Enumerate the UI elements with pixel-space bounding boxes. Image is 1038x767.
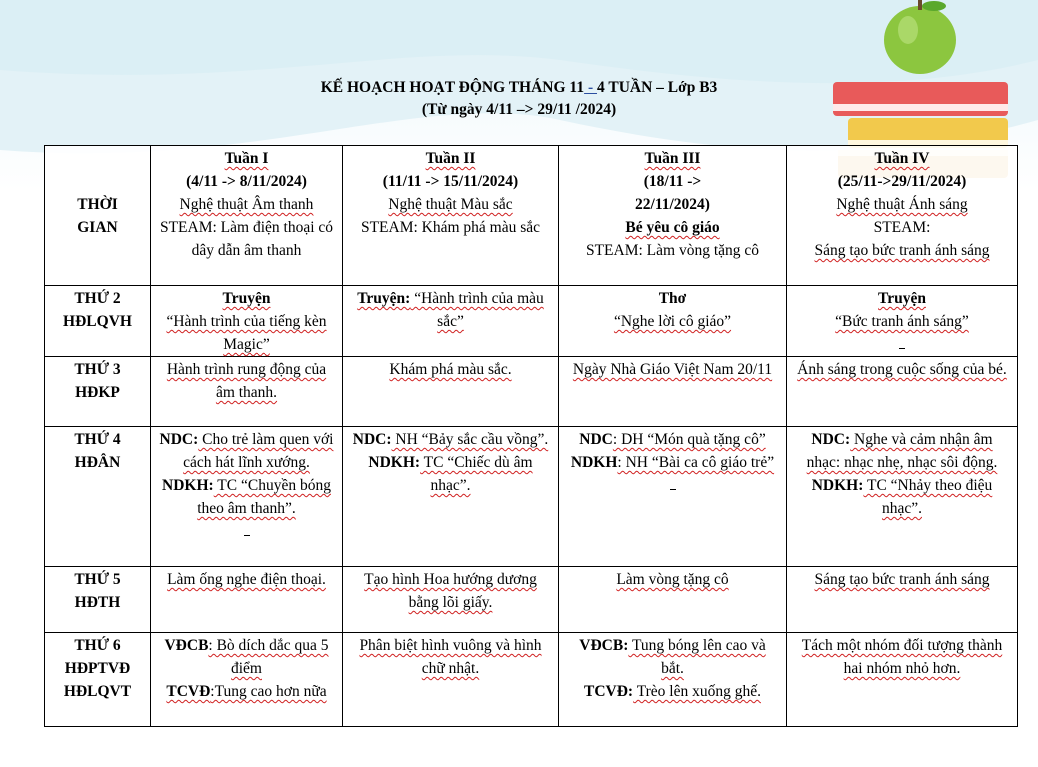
cell-text: “Hành trình của tiếng kèn Magic”	[166, 313, 327, 353]
row-label-day: THỨ 5	[74, 571, 121, 588]
tcvd-text: :Tung cao hơn nữa	[210, 683, 327, 700]
cell-thu6-week3	[559, 633, 787, 727]
row-label-activity-2: HĐLQVT	[63, 683, 132, 700]
table-row-thu4	[45, 427, 1018, 567]
cell-thu5-week4: Sáng tạo bức tranh ánh sáng	[787, 567, 1018, 633]
week-2-theme: Nghệ thuật Màu sắc	[388, 196, 513, 213]
cell-genre: Truyện	[878, 290, 926, 307]
cell-genre: Thơ	[658, 290, 687, 307]
header-label-line1: THỜI	[77, 196, 118, 213]
cell-thu3-week4: Ánh sáng trong cuộc sống của bé.	[787, 357, 1018, 427]
document-title	[0, 79, 1038, 97]
cell-thu2-week1	[151, 286, 343, 357]
week-3-range-2: 22/11/2024)	[635, 196, 710, 213]
row-label-thu6	[45, 633, 151, 727]
table-row-header	[45, 146, 1018, 286]
cell-thu4-week4	[787, 427, 1018, 567]
week-3-theme: Bé yêu cô giáo	[625, 219, 720, 236]
week-2-name: Tuần II	[425, 150, 476, 167]
cell-thu3-week2: Khám phá màu sắc.	[343, 357, 559, 427]
cell-thu5-week1: Làm ống nghe điện thoại.	[151, 567, 343, 633]
vdcb-text: : Bò dích dắc qua 5 điểm	[208, 637, 329, 677]
title-part-3: 4 TUẦN – Lớp B3	[597, 79, 718, 96]
ndkh-label: NDKH:	[162, 477, 214, 494]
ndc-label: NDC:	[811, 431, 851, 448]
title-part-1: KẾ HOẠCH HOẠT ĐỘNG THÁNG 11	[320, 79, 585, 96]
row-label-activity: HĐÂN	[74, 454, 121, 471]
ndc-text: Nghe và cảm nhận âm nhạc: nhạc nhẹ, nhạc sôi động.	[806, 431, 998, 471]
cell-genre: Truyện:	[357, 290, 411, 307]
vdcb-label: VĐCB	[164, 637, 209, 654]
cell-thu2-week3	[559, 286, 787, 357]
week-1-name: Tuần I	[224, 150, 269, 167]
cell-text: “Bức tranh ánh sáng”	[835, 313, 969, 330]
row-label-day: THỨ 3	[74, 361, 121, 378]
tcvd-text: Trèo lên xuống ghế.	[633, 683, 761, 700]
row-label-thu2	[45, 286, 151, 357]
ndc-label: NDC:	[159, 431, 199, 448]
cell-text: “Hành trình của màu sắc”	[410, 290, 544, 330]
ndc-text: NH “Bảy sắc cầu vồng”.	[391, 431, 549, 448]
ndkh-label: NDKH	[570, 454, 618, 471]
ndc-text: : DH “Món quà tặng cô”	[612, 431, 766, 448]
cell-thu4-week1	[151, 427, 343, 567]
week-4-steam: STEAM:	[873, 219, 931, 236]
table-row-thu3	[45, 357, 1018, 427]
ndkh-label: NDKH:	[811, 477, 864, 494]
apple-highlight	[898, 16, 918, 44]
week-4-name: Tuần IV	[874, 150, 930, 167]
row-label-day: THỨ 4	[74, 431, 121, 448]
table-row-thu5	[45, 567, 1018, 633]
document-subtitle: (Từ ngày 4/11 –> 29/11 /2024)	[421, 101, 617, 118]
week-3-name: Tuần III	[644, 150, 701, 167]
ndkh-text: TC “Chiếc dù âm nhạc”.	[420, 454, 533, 494]
cell-thu6-week1	[151, 633, 343, 727]
text-cursor-mark	[244, 529, 250, 536]
title-part-2: -	[584, 79, 598, 96]
ndc-text: Cho trẻ làm quen với cách hát lĩnh xướng.	[183, 431, 334, 471]
week-4-header	[787, 146, 1018, 286]
tcvd-label: TCVĐ	[166, 683, 211, 700]
ndkh-text: TC “Nhảy theo điệu nhạc”.	[863, 477, 993, 517]
week-1-range: (4/11 -> 8/11/2024)	[186, 173, 307, 190]
cell-thu2-week2	[343, 286, 559, 357]
cell-thu4-week3	[559, 427, 787, 567]
week-3-header	[559, 146, 787, 286]
vdcb-text: Tung bóng lên cao và bắt.	[628, 637, 766, 677]
ndc-label: NDC	[579, 431, 613, 448]
cell-thu2-week4	[787, 286, 1018, 357]
week-3-range: (18/11 ->	[643, 173, 702, 190]
cell-text: “Nghe lời cô giáo”	[613, 313, 732, 330]
ndkh-text: TC “Chuyền bóng theo âm thanh”.	[197, 477, 331, 517]
cell-thu3-week3: Ngày Nhà Giáo Việt Nam 20/11	[559, 357, 787, 427]
row-label-thu5	[45, 567, 151, 633]
row-label-thu4	[45, 427, 151, 567]
tcvd-label: TCVĐ:	[584, 683, 634, 700]
activity-plan-table	[44, 145, 1018, 727]
row-label-day: THỨ 2	[74, 290, 121, 307]
cell-thu4-week2	[343, 427, 559, 567]
cell-genre: Truyện	[222, 290, 271, 307]
cell-thu6-week2: Phân biệt hình vuông và hình chữ nhật.	[343, 633, 559, 727]
row-label-activity: HĐKP	[75, 384, 120, 401]
week-2-steam: STEAM: Khám phá màu sắc	[360, 219, 541, 236]
cell-thu6-week4: Tách một nhóm đối tượng thành hai nhóm nhỏ hơn.	[787, 633, 1018, 727]
week-4-theme: Nghệ thuật Ánh sáng	[836, 196, 968, 213]
week-2-range: (11/11 -> 15/11/2024)	[382, 173, 519, 190]
header-time-cell	[45, 146, 151, 286]
cell-thu5-week2: Tạo hình Hoa hướng dương bằng lõi giấy.	[343, 567, 559, 633]
week-4-steam-2: Sáng tạo bức tranh ánh sáng	[814, 242, 990, 259]
text-cursor-mark	[899, 342, 905, 349]
ndc-label: NDC:	[352, 431, 392, 448]
header-label-line2: GIAN	[77, 219, 118, 236]
week-1-theme: Nghệ thuật Âm thanh	[179, 196, 314, 213]
row-label-day: THỨ 6	[74, 637, 121, 654]
week-4-range: (25/11->29/11/2024)	[837, 173, 967, 190]
apple-stem	[918, 0, 922, 10]
table-row-thu2	[45, 286, 1018, 357]
row-label-activity: HĐPTVĐ	[64, 660, 131, 677]
row-label-activity: HĐTH	[74, 594, 121, 611]
row-label-thu3	[45, 357, 151, 427]
ndkh-label: NDKH:	[368, 454, 421, 471]
text-cursor-mark	[670, 483, 676, 490]
ndkh-text: : NH “Bài ca cô giáo trẻ”	[617, 454, 775, 471]
apple-icon	[884, 6, 956, 74]
apple-leaf	[922, 1, 946, 11]
week-1-steam: STEAM: Làm điện thoại có dây dẫn âm thanh	[159, 219, 334, 259]
week-3-steam: STEAM: Làm vòng tặng cô	[585, 242, 760, 259]
week-1-header	[151, 146, 343, 286]
vdcb-label: VĐCB:	[579, 637, 629, 654]
cell-thu5-week3: Làm vòng tặng cô	[559, 567, 787, 633]
week-2-header	[343, 146, 559, 286]
cell-thu3-week1: Hành trình rung động của âm thanh.	[151, 357, 343, 427]
row-label-activity: HĐLQVH	[63, 313, 132, 330]
table-row-thu6	[45, 633, 1018, 727]
